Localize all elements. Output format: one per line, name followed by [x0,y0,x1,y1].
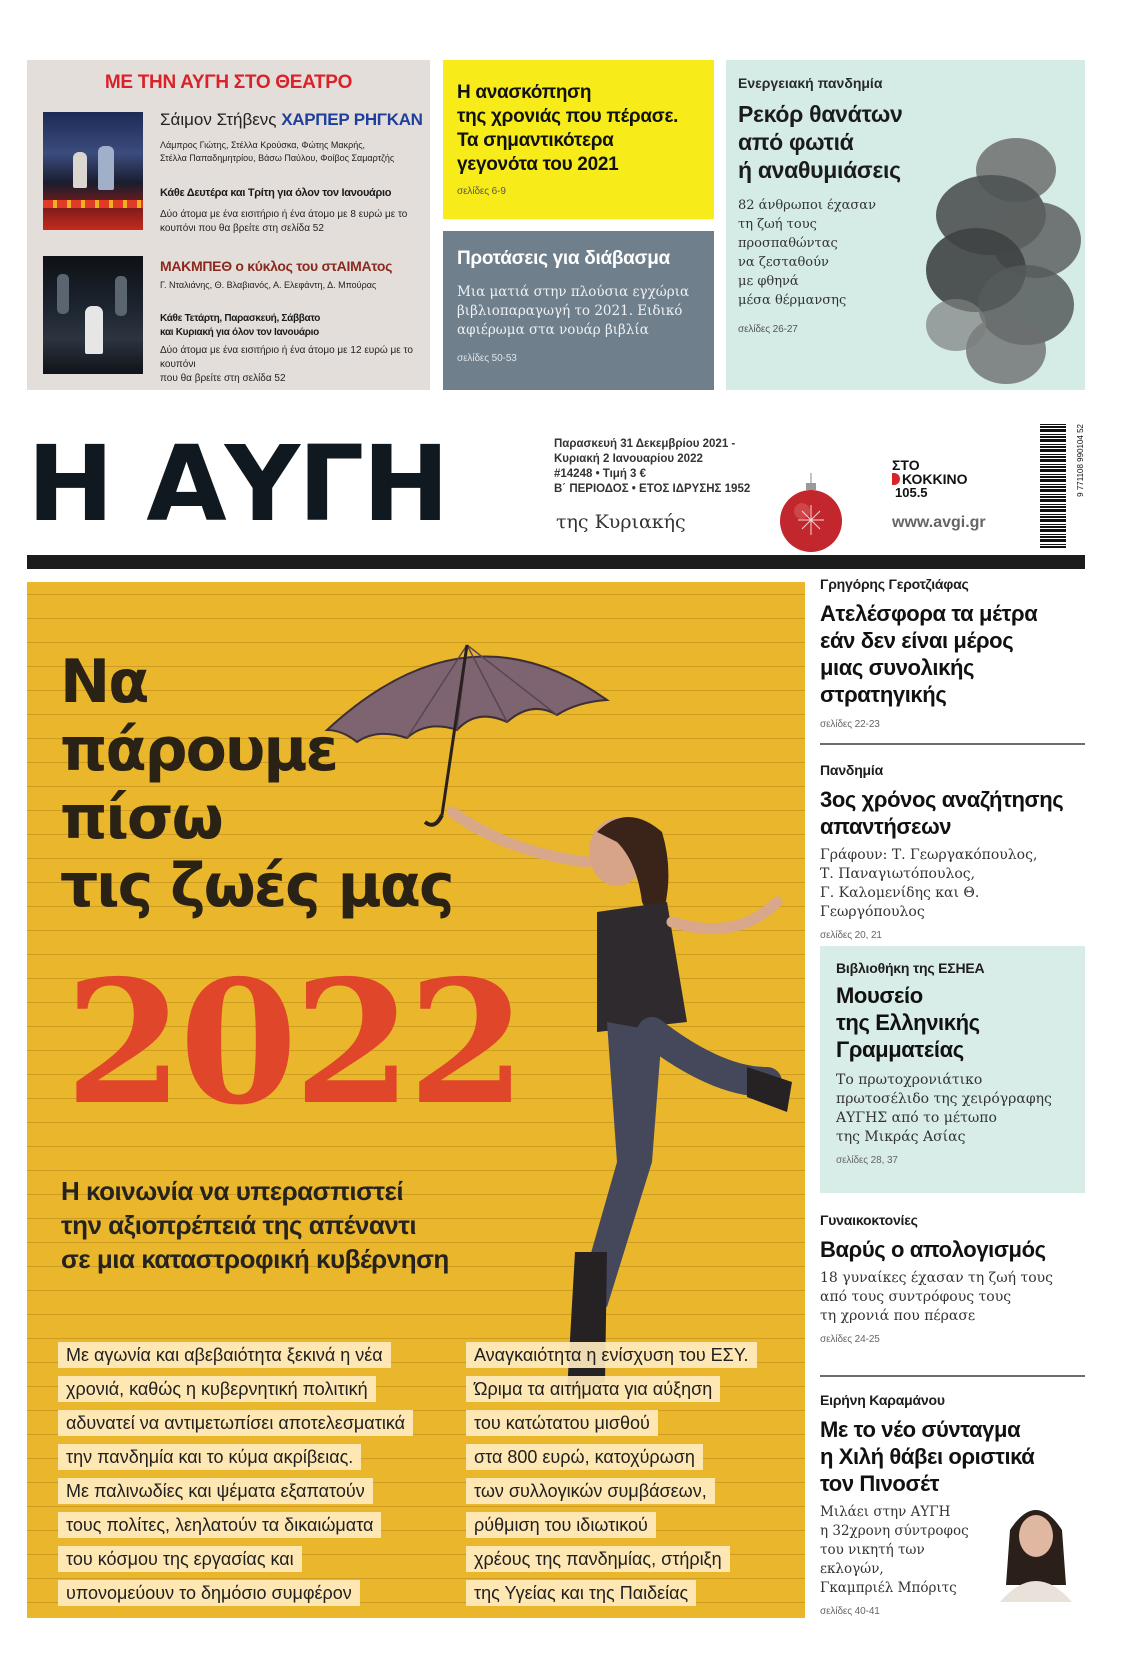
play1-author: Σάιμον Στήβενς [160,110,277,129]
article-body: 18 γυναίκες έχασαν τη ζωή τους από τους συντρόφους τους τη χρονιά που πέρασε [820,1270,1054,1324]
website-link[interactable]: www.avgi.gr [892,514,986,531]
highlight-line: Ώριμα τα αιτήματα για αύξηση [466,1376,720,1402]
macbeth-photo [43,256,143,374]
radio-logo[interactable]: ΣΤΟ ΚΟΚΚΙΝΟ 105.5 [892,457,968,500]
harper-regan-photo [43,112,143,230]
article-headline: Βαρύς ο απολογισμός [820,1237,1046,1262]
play1-title: ΧΑΡΠΕΡ ΡΗΓΚΑΝ [281,110,423,129]
highlight-line: Αναγκαιότητα η ενίσχυση του ΕΣΥ. [466,1342,757,1368]
article-headline: Μουσείο της Ελληνικής Γραμματείας [836,983,980,1062]
theatre-promo-box[interactable] [27,60,430,390]
hero-subheadline: Η κοινωνία να υπερασπιστεί την αξιοπρέπειά της απέναντι σε μια καταστροφική κυβέρνηση [61,1176,449,1274]
issue-info: Παρασκευή 31 Δεκεμβρίου 2021 - Κυριακή 2 Ιανουαρίου 2022 #14248 • Τιμή 3 € Β΄ ΠΕΡΙΟΔΟΣ • ΕΤΟΣ ΙΔΡΥΣΗΣ 1952 [554,438,751,495]
hero-text-right [466,1342,796,1614]
play2-schedule: Κάθε Τετάρτη, Παρασκευή, Σάββατο και Κυριακή για όλον τον Ιανουάριο [160,313,321,338]
energy-headline: Ρεκόρ θανάτων από φωτιά ή αναθυμιάσεις [738,101,903,183]
article-pages: σελίδες 22-23 [820,719,880,730]
highlight-line: στα 800 ευρώ, κατοχύρωση [466,1444,703,1470]
theatre-header: ΜΕ ΤΗΝ ΑΥΓΗ ΣΤΟ ΘΕΑΤΡΟ [104,72,353,93]
highlight-line: της Υγείας και της Παιδείας [466,1580,696,1606]
highlight-line: Με αγωνία και αβεβαιότητα ξεκινά η νέα [58,1342,391,1368]
article-kicker: Βιβλιοθήκη της ΕΣΗΕΑ [836,960,985,976]
highlight-line: του κόσμου της εργασίας και [58,1546,302,1572]
highlight-line: Με παλινωδίες και ψέματα εξαπατούν [58,1478,373,1504]
books-pages: σελίδες 50-53 [457,353,517,364]
article-gerotziafas[interactable] [820,576,1085,730]
books-box[interactable] [443,231,714,390]
energy-pages: σελίδες 26-27 [738,324,798,335]
article-body: Το πρωτοχρονιάτικο πρωτοσέλιδο της χειρόγραφης ΑΥΓΗΣ από το μέτωπο της Μικράς Ασίας [836,1072,1052,1145]
article-headline: Ατελέσφορα τα μέτρα εάν δεν είναι μέρος μιας συνολικής στρατηγικής [820,601,1038,707]
books-body: Μια ματιά στην πλούσια εγχώρια βιβλιοπαραγωγή το 2021. Ειδικό αφιέρωμα στα νουάρ βιβλία [457,284,690,338]
plank-line [27,594,805,595]
highlight-line: υπονομεύουν το δημόσιο συμφέρον [58,1580,360,1606]
plank-line [27,618,805,619]
article-headline: Με το νέο σύνταγμα η Χιλή θάβει οριστικά τον Πινοσέτ [820,1417,1035,1496]
barcode [1040,424,1066,548]
play2-cast: Γ. Νταλιάνης, Θ. Βλαβιανός, Α. Ελεφάντη, Δ. Μπούρας [160,280,377,290]
hero-text-left [58,1342,458,1614]
play1-offer: Δύο άτομα με ένα εισιτήριο ή ένα άτομο με 8 ευρώ με το κουπόνι που θα βρείτε στη σελίδα 52 [160,209,408,234]
article-kicker: Πανδημία [820,762,884,778]
energy-body: 82 άνθρωποι έχασαν τη ζωή τους προσπαθώντας να ζεσταθούν με φθηνά μέσα θέρμανσης [738,198,876,308]
article-pages: σελίδες 40-41 [820,1606,880,1617]
barcode-number: 9 771108 990104 52 [1076,424,1085,497]
masthead-subtitle: της Κυριακής [556,511,686,533]
highlight-line: των συλλογικών συμβάσεων, [466,1478,715,1504]
energy-box[interactable] [726,60,1085,390]
year-review-box[interactable] [443,60,714,219]
play1-schedule: Κάθε Δευτέρα και Τρίτη για όλον τον Ιανουάριο [160,187,392,199]
article-body: Μιλάει στην ΑΥΓΗ η 32χρονη σύντροφος του νικητή των εκλογών, Γκαμπριέλ Μπόριτς [820,1504,969,1596]
article-pages: σελίδες 24-25 [820,1334,880,1345]
highlight-line: χρέους της πανδημίας, στήριξη [466,1546,730,1572]
radio-red-mark [892,473,900,485]
divider [820,1375,1085,1377]
highlight-line: του κατώτατου μισθού [466,1410,658,1436]
year-review-pages: σελίδες 6-9 [457,186,506,197]
play2-title: ΜΑΚΜΠΕΘ ο κύκλος του στΑΙΜΑτος [160,258,393,274]
year-review-headline: Η ανασκόπηση της χρονιάς που πέρασε. Τα σημαντικότερα γεγονότα του 2021 [457,82,679,175]
highlight-line: αδυνατεί να αντιμετωπίσει αποτελεσματικά [58,1410,413,1436]
article-kicker: Γρηγόρης Γεροτζιάφας [820,576,969,592]
play1-heading [160,110,423,130]
article-headline: 3ος χρόνος αναζήτησης απαντήσεων [820,787,1064,839]
highlight-line: χρονιά, καθώς η κυβερνητική πολιτική [58,1376,376,1402]
energy-kicker: Ενεργειακή πανδημία [738,75,883,91]
highlight-line: την πανδημία και το κύμα ακρίβειας. [58,1444,361,1470]
hero-year: 2022 [65,943,523,1143]
article-kicker: Γυναικοκτονίες [820,1212,918,1228]
masthead-rule [27,555,1085,569]
article-femicides[interactable] [820,1212,1085,1345]
christmas-ornament [778,473,844,555]
books-headline: Προτάσεις για διάβασμα [457,248,670,269]
article-pages: σελίδες 20, 21 [820,930,882,941]
article-kicker: Ειρήνη Καραμάνου [820,1392,945,1408]
play2-offer: Δύο άτομα με ένα εισιτήριο ή ένα άτομο με 12 ευρώ με το κουπόνι που θα βρείτε στη σελίδα 52 [160,345,413,384]
article-pages: σελίδες 28, 37 [836,1155,898,1166]
smoke-image [896,130,1085,390]
play1-cast: Λάμπρος Γιώτης, Στέλλα Κρούσκα, Φώτης Μακρής, Στέλλα Παπαδημητρίου, Βάσω Παύλου, Φοίβος Σαμαρτζής [160,140,395,163]
highlight-line: τους πολίτες, λεηλατούν τα δικαιώματα [58,1512,381,1538]
divider [820,743,1085,745]
portrait-photo [990,1490,1082,1602]
article-body: Γράφουν: Τ. Γεωργακόπουλος, Τ. Παναγιωτόπουλος, Γ. Καλομενίδης και Θ. Γεωργόπουλος [820,847,1038,920]
article-esiea-library[interactable] [820,946,1085,1193]
hero-headline: Να πάρουμε πίσω τις ζωές μας [60,647,453,921]
highlight-line: ρύθμιση του ιδιωτικού [466,1512,656,1538]
article-pandemic[interactable] [820,762,1085,941]
newspaper-logo[interactable]: Η ΑΥΓΗ [27,423,448,545]
hero-cover-story[interactable] [27,582,805,1618]
